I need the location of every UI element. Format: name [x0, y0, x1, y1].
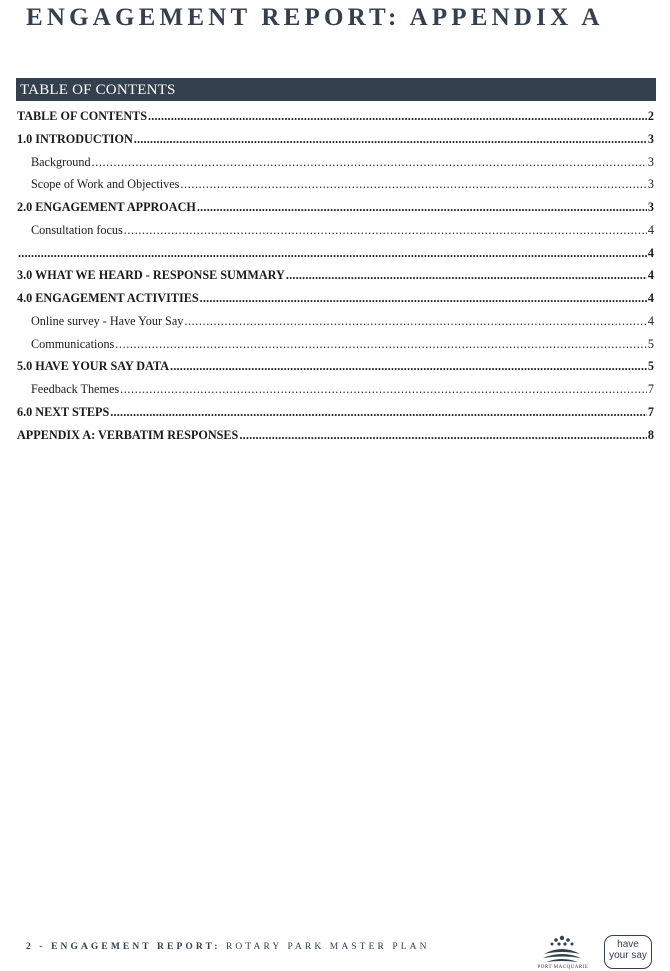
toc-entry-page-number: 4 — [647, 268, 654, 283]
toc-entry[interactable] — [17, 357, 654, 380]
toc-entry-label: 5.0 HAVE YOUR SAY DATA — [17, 359, 170, 374]
toc-entry-label: 6.0 NEXT STEPS — [17, 404, 110, 419]
have-your-say-logo — [604, 935, 652, 969]
toc-entry[interactable] — [17, 107, 654, 130]
toc-entry-label: 2.0 ENGAGEMENT APPROACH — [17, 200, 196, 214]
toc-entry[interactable] — [17, 130, 654, 153]
toc-dot-leader — [170, 357, 647, 375]
footer-separator: - — [33, 942, 52, 952]
toc-entry-page-number: 4 — [647, 313, 654, 328]
toc-entry[interactable] — [17, 312, 654, 335]
toc-entry[interactable] — [17, 153, 654, 176]
toc-dot-leader — [18, 244, 647, 262]
toc-dot-leader — [197, 198, 647, 216]
toc-entry-label: Feedback Themes — [31, 382, 120, 396]
toc-entry-label: Background — [31, 154, 91, 169]
toc-dot-leader — [124, 221, 647, 239]
toc-dot-leader — [120, 380, 647, 398]
toc-entry-page-number: 4 — [647, 222, 654, 237]
toc-entry[interactable] — [17, 426, 654, 449]
page-title: ENGAGEMENT REPORT: APPENDIX A — [26, 4, 604, 31]
council-logo-caption: PORT MACQUARIE — [537, 965, 589, 970]
toc-entry-label: Online survey - Have Your Say — [31, 313, 184, 328]
toc-entry-page-number: 7 — [647, 404, 654, 419]
toc-entry-page-number: 3 — [647, 131, 654, 146]
toc-entry[interactable] — [17, 198, 654, 221]
toc-dot-leader — [148, 107, 647, 125]
toc-entry-page-number: 5 — [647, 336, 654, 351]
toc-dot-leader — [110, 403, 647, 421]
toc-dot-leader — [134, 130, 647, 148]
toc-entry-label: APPENDIX A: VERBATIM RESPONSES — [17, 427, 239, 442]
have-your-say-logo-line2: your say — [609, 949, 647, 961]
toc-entry-page-number: 4 — [647, 291, 654, 305]
footer-report-label: ENGAGEMENT REPORT: — [51, 942, 221, 952]
toc-entry-label: TABLE OF CONTENTS — [17, 109, 148, 123]
toc-entry-label: 4.0 ENGAGEMENT ACTIVITIES — [17, 291, 199, 305]
toc-dot-leader — [200, 289, 647, 307]
footer-project-name: ROTARY PARK MASTER PLAN — [220, 942, 430, 952]
toc-dot-leader — [115, 335, 647, 353]
have-your-say-logo-line1: have — [617, 939, 639, 950]
council-logo-icon — [538, 934, 586, 966]
toc-entry[interactable] — [17, 175, 654, 198]
toc-dot-leader — [239, 426, 647, 444]
toc-entry-page-number: 7 — [647, 382, 654, 396]
toc-entry-page-number: 3 — [647, 177, 654, 192]
footer-page-number: 2 — [26, 942, 34, 952]
toc-entry-page-number: 5 — [647, 359, 654, 374]
toc-entry-label: Scope of Work and Objectives — [31, 177, 180, 192]
toc-dot-leader — [92, 153, 647, 171]
toc-entry-label: Communications — [31, 336, 115, 351]
toc-entry[interactable] — [17, 221, 654, 244]
toc-entry-page-number: 4 — [647, 245, 654, 260]
toc-entry-page-number: 8 — [647, 427, 654, 442]
footer-line — [26, 942, 430, 952]
toc-entry-label: 1.0 INTRODUCTION — [17, 131, 133, 146]
toc-heading: TABLE OF CONTENTS — [16, 78, 656, 101]
toc-entry[interactable] — [17, 244, 654, 267]
toc-entry-page-number: 3 — [647, 200, 654, 214]
toc-dot-leader — [286, 266, 647, 284]
toc-entry[interactable] — [17, 266, 654, 289]
toc-entry-page-number: 2 — [647, 109, 654, 123]
council-logo — [537, 934, 589, 970]
toc-entry[interactable] — [17, 403, 654, 426]
toc-entry-label: Consultation focus — [31, 222, 123, 237]
table-of-contents — [17, 107, 654, 448]
toc-entry-label: 3.0 WHAT WE HEARD - RESPONSE SUMMARY — [17, 268, 285, 283]
toc-entry[interactable] — [17, 380, 654, 403]
toc-entry[interactable] — [17, 289, 654, 312]
toc-entry-page-number: 3 — [647, 154, 654, 169]
toc-dot-leader — [184, 312, 647, 330]
toc-dot-leader — [180, 175, 647, 193]
toc-entry[interactable] — [17, 335, 654, 358]
